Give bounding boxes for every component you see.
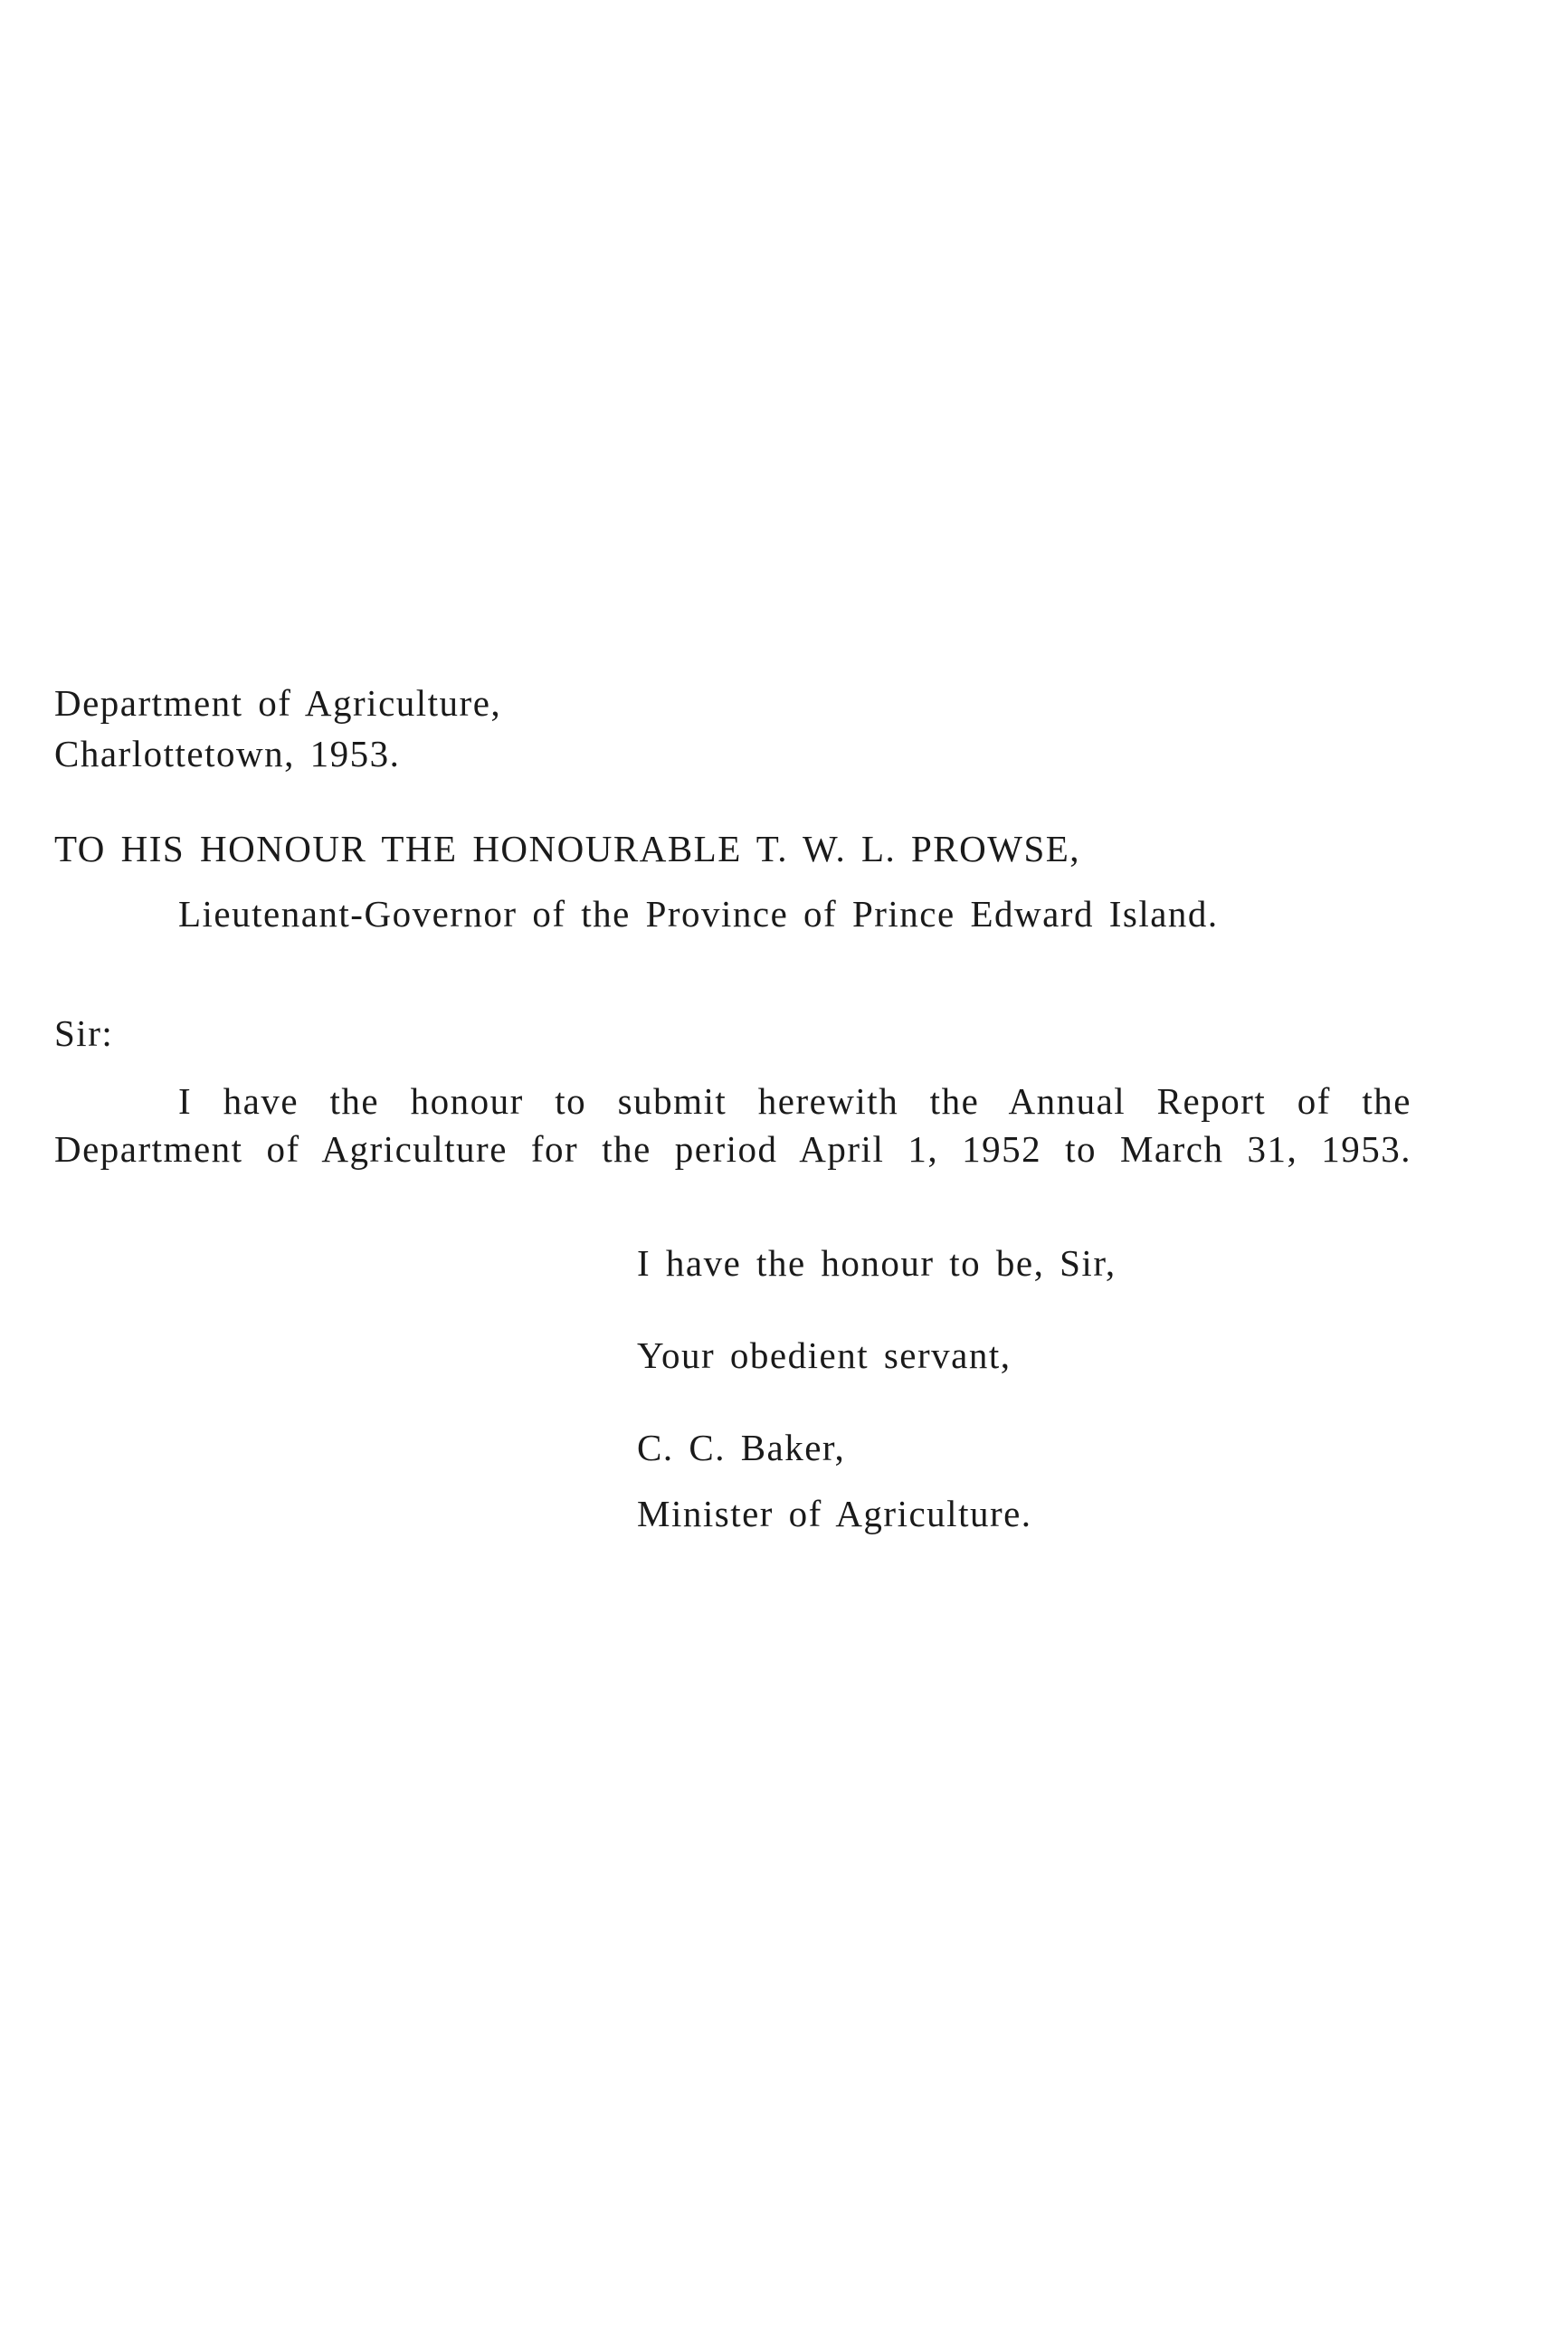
sender-location-date: Charlottetown, 1953. [54, 733, 401, 774]
body-text-line-1: I have the honour to submit herewith the Annual Report of the [178, 1080, 1411, 1122]
closing-line-2: Your obedient servant, [637, 1334, 1012, 1376]
signatory-title: Minister of Agriculture. [637, 1493, 1032, 1534]
addressee-title: Lieutenant-Governor of the Province of Prince Edward Island. [178, 893, 1219, 935]
signatory-name: C. C. Baker, [637, 1427, 846, 1468]
closing-line-1: I have the honour to be, Sir, [637, 1242, 1117, 1284]
sender-department: Department of Agriculture, [54, 682, 502, 724]
addressee-name: TO HIS HONOUR THE HONOURABLE T. W. L. PROWSE, [54, 828, 1081, 869]
body-text-line-2: Department of Agriculture for the period April 1, 1952 to March 31, 1953. [54, 1128, 1411, 1170]
salutation: Sir: [54, 1012, 114, 1054]
